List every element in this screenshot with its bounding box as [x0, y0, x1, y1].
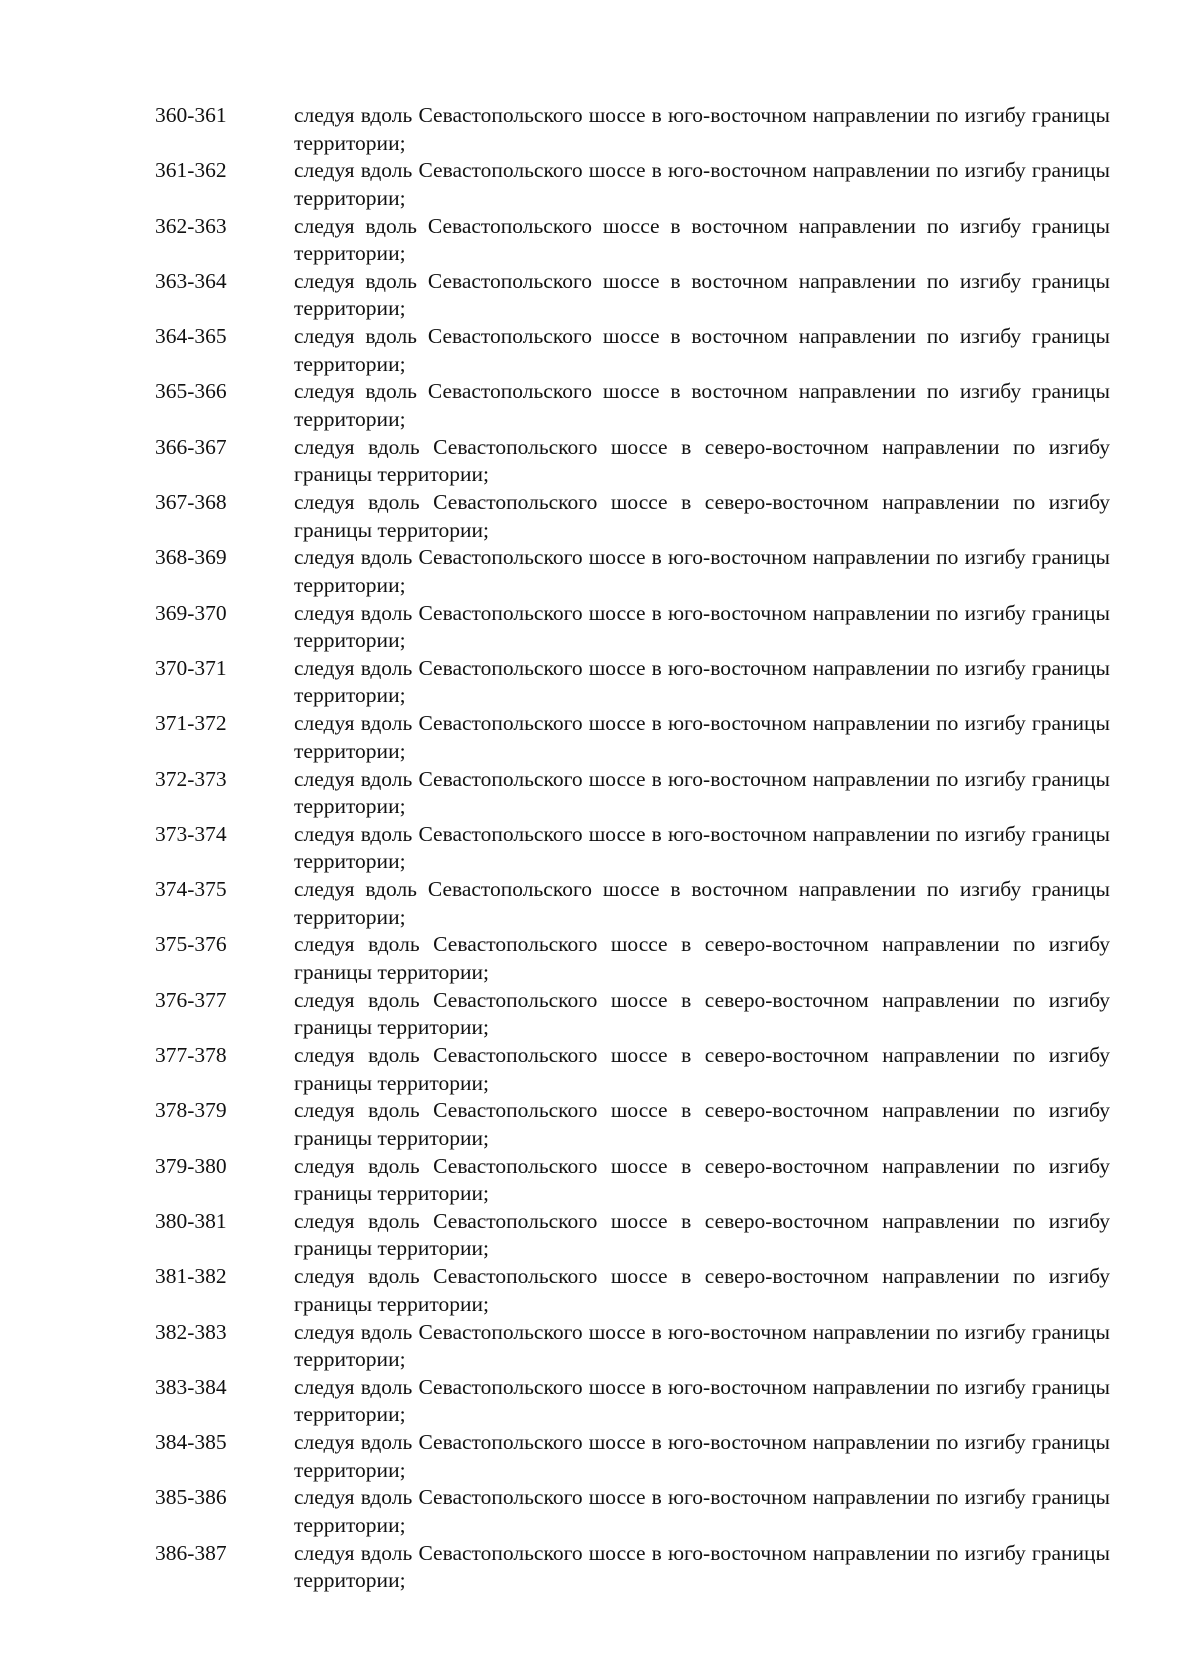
boundary-entry	[155, 821, 1110, 876]
segment-number: 383-384	[155, 1374, 227, 1399]
segment-description: следуя вдоль Севастопольского шоссе в юго-восточном направлении по изгибу границы территории;	[294, 821, 1110, 874]
segment-description: следуя вдоль Севастопольского шоссе в северо-восточном направлении по изгибу границы территории;	[294, 1098, 1110, 1150]
segment-number: 365-366	[155, 379, 227, 404]
boundary-entry	[155, 987, 1110, 1042]
segment-description: следуя вдоль Севастопольского шоссе в северо-восточном направлении по изгибу границы территории;	[294, 1153, 1110, 1206]
boundary-entry	[155, 213, 1110, 268]
segment-description: следуя вдоль Севастопольского шоссе в юго-восточном направлении по изгибу границы территории;	[294, 103, 1110, 155]
boundary-entry	[155, 157, 1110, 212]
segment-description: следуя вдоль Севастопольского шоссе в юго-восточном направлении по изгибу границы территории;	[294, 1485, 1110, 1537]
segment-description: следуя вдоль Севастопольского шоссе в северо-восточном направлении по изгибу границы территории;	[294, 1264, 1110, 1316]
segment-number: 369-370	[155, 600, 227, 625]
segment-description: следуя вдоль Севастопольского шоссе в северо-восточном направлении по изгибу границы территории;	[294, 932, 1110, 984]
segment-number: 379-380	[155, 1153, 227, 1178]
segment-description: следуя вдоль Севастопольского шоссе в юго-восточном направлении по изгибу границы территории;	[294, 1430, 1110, 1482]
boundary-entry	[155, 1208, 1110, 1263]
boundary-entry	[155, 1374, 1110, 1429]
segment-number: 374-375	[155, 877, 227, 902]
segment-number: 382-383	[155, 1319, 227, 1344]
boundary-entry	[155, 655, 1110, 710]
segment-description: следуя вдоль Севастопольского шоссе в юго-восточном направлении по изгибу границы территории;	[294, 1374, 1110, 1427]
segment-description: следуя вдоль Севастопольского шоссе в юго-восточном направлении по изгибу границы территории;	[294, 158, 1110, 210]
segment-number: 376-377	[155, 987, 227, 1012]
boundary-entry	[155, 1540, 1110, 1595]
segment-number: 363-364	[155, 268, 227, 293]
segment-number: 373-374	[155, 821, 227, 846]
segment-description: следуя вдоль Севастопольского шоссе в юго-восточном направлении по изгибу границы территории;	[294, 600, 1110, 653]
boundary-entry	[155, 1319, 1110, 1374]
segment-description: следуя вдоль Севастопольского шоссе в юго-восточном направлении по изгибу границы территории;	[294, 711, 1110, 763]
segment-number: 375-376	[155, 932, 227, 957]
boundary-entry	[155, 766, 1110, 821]
segment-number: 377-378	[155, 1043, 227, 1068]
boundary-entry	[155, 102, 1110, 157]
segment-description: следуя вдоль Севастопольского шоссе в юго-восточном направлении по изгибу границы территории;	[294, 1319, 1110, 1372]
segment-description: следуя вдоль Севастопольского шоссе в северо-восточном направлении по изгибу границы территории;	[294, 1043, 1110, 1095]
segment-description: следуя вдоль Севастопольского шоссе в юго-восточном направлении по изгибу границы территории;	[294, 766, 1110, 819]
segment-description: следуя вдоль Севастопольского шоссе в северо-восточном направлении по изгибу границы территории;	[294, 490, 1110, 542]
segment-number: 364-365	[155, 324, 227, 349]
boundary-entry	[155, 378, 1110, 433]
segment-description: следуя вдоль Севастопольского шоссе в восточном направлении по изгибу границы территории;	[294, 213, 1110, 266]
segment-number: 380-381	[155, 1208, 227, 1233]
segment-number: 385-386	[155, 1485, 227, 1510]
segment-description: следуя вдоль Севастопольского шоссе в северо-восточном направлении по изгибу границы территории;	[294, 987, 1110, 1040]
segment-description: следуя вдоль Севастопольского шоссе в восточном направлении по изгибу границы территории;	[294, 268, 1110, 321]
boundary-entry	[155, 434, 1110, 489]
segment-number: 366-367	[155, 434, 227, 459]
segment-number: 361-362	[155, 158, 227, 183]
boundary-entry	[155, 1263, 1110, 1318]
segment-number: 371-372	[155, 711, 227, 736]
boundary-entry	[155, 600, 1110, 655]
boundary-entry	[155, 1153, 1110, 1208]
boundary-entry	[155, 268, 1110, 323]
boundary-entry	[155, 544, 1110, 599]
boundary-entry	[155, 489, 1110, 544]
boundary-entry	[155, 323, 1110, 378]
boundary-entry	[155, 876, 1110, 931]
segment-number: 360-361	[155, 103, 227, 127]
segment-description: следуя вдоль Севастопольского шоссе в восточном направлении по изгибу границы территории;	[294, 877, 1110, 929]
boundary-entry	[155, 1042, 1110, 1097]
segment-number: 372-373	[155, 766, 227, 791]
boundary-entry	[155, 931, 1110, 986]
boundary-entry	[155, 1429, 1110, 1484]
segment-description: следуя вдоль Севастопольского шоссе в северо-восточном направлении по изгибу границы территории;	[294, 434, 1110, 487]
segment-description: следуя вдоль Севастопольского шоссе в юго-восточном направлении по изгибу границы территории;	[294, 545, 1110, 597]
segment-description: следуя вдоль Севастопольского шоссе в северо-восточном направлении по изгибу границы территории;	[294, 1208, 1110, 1261]
segment-number: 367-368	[155, 490, 227, 515]
boundary-entry	[155, 710, 1110, 765]
segment-number: 368-369	[155, 545, 227, 570]
segment-number: 384-385	[155, 1430, 227, 1455]
segment-number: 370-371	[155, 655, 227, 680]
boundary-description-list	[155, 102, 1110, 1595]
segment-description: следуя вдоль Севастопольского шоссе в юго-восточном направлении по изгибу границы территории;	[294, 655, 1110, 708]
segment-number: 381-382	[155, 1264, 227, 1289]
segment-description: следуя вдоль Севастопольского шоссе в восточном направлении по изгибу границы территории;	[294, 324, 1110, 376]
boundary-entry	[155, 1097, 1110, 1152]
segment-description: следуя вдоль Севастопольского шоссе в восточном направлении по изгибу границы территории;	[294, 379, 1110, 431]
segment-number: 362-363	[155, 213, 227, 238]
boundary-entry	[155, 1484, 1110, 1539]
segment-number: 378-379	[155, 1098, 227, 1123]
segment-number: 386-387	[155, 1540, 227, 1565]
segment-description: следуя вдоль Севастопольского шоссе в юго-восточном направлении по изгибу границы территории;	[294, 1540, 1110, 1593]
